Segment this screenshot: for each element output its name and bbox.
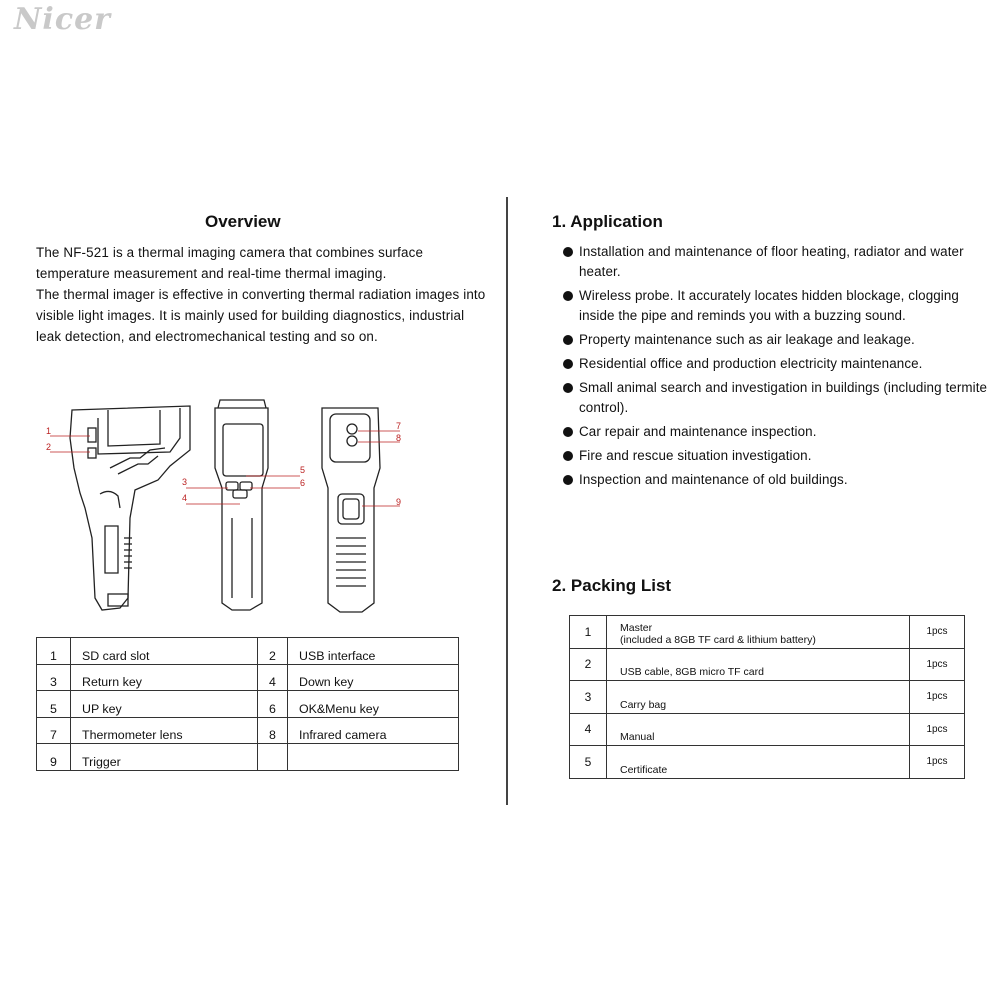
- table-row: [37, 691, 459, 718]
- packing-item-line1: Master: [620, 621, 653, 634]
- table-row: [570, 648, 965, 681]
- part-number: 7: [37, 717, 71, 744]
- column-divider: [506, 197, 508, 805]
- packing-item-line2: (included a 8GB TF card & lithium battery): [620, 633, 816, 646]
- bullet-icon: [563, 247, 573, 257]
- application-number: 1: [552, 212, 562, 231]
- part-label: Trigger: [71, 744, 258, 771]
- overview-text: [36, 242, 486, 347]
- bullet-icon: [563, 383, 573, 393]
- packing-item-line1: USB cable, 8GB micro TF card: [620, 666, 764, 678]
- part-label: Return key: [71, 664, 258, 691]
- list-item: Inspection and maintenance of old buildings.: [563, 470, 988, 490]
- packing-item-cell: [607, 713, 910, 746]
- part-number: 4: [258, 664, 288, 691]
- callout-5: 5: [300, 465, 306, 475]
- packing-number-cell: 1: [570, 616, 607, 649]
- packing-title: . Packing List: [561, 576, 672, 595]
- list-item: Car repair and maintenance inspection.: [563, 422, 988, 442]
- packing-number-cell: 3: [570, 681, 607, 714]
- callout-2: 2: [46, 442, 52, 452]
- application-heading: [552, 212, 663, 232]
- table-row: [37, 717, 459, 744]
- overview-paragraph-2: The thermal imager is effective in converting thermal radiation images into visible light images. It is mainly used for building diagnostics, industrial leak detection, and electromechanical testing and so on.: [36, 287, 486, 344]
- callout-7: 7: [396, 421, 402, 431]
- packing-item-line1: Certificate: [620, 763, 668, 776]
- callout-1: 1: [46, 426, 52, 436]
- table-row: [37, 744, 459, 771]
- bullet-icon: [563, 335, 573, 345]
- table-row: [570, 713, 965, 746]
- part-label: Thermometer lens: [71, 717, 258, 744]
- list-item: Fire and rescue situation investigation.: [563, 446, 988, 466]
- part-label: [288, 744, 459, 771]
- packing-number-cell: 4: [570, 713, 607, 746]
- packing-item-cell: [607, 746, 910, 779]
- callout-8: 8: [396, 433, 402, 443]
- packing-item-cell: [607, 648, 910, 681]
- application-list: [563, 242, 988, 494]
- part-number: 1: [37, 638, 71, 665]
- callout-6: 6: [300, 478, 306, 488]
- list-item: Property maintenance such as air leakage and leakage.: [563, 330, 988, 350]
- list-item: Wireless probe. It accurately locates hidden blockage, clogging inside the pipe and reminds you with a buzzing sound.: [563, 286, 988, 326]
- table-row: [37, 664, 459, 691]
- part-number: 8: [258, 717, 288, 744]
- packing-qty-cell: 1pcs: [910, 746, 965, 779]
- bullet-icon: [563, 291, 573, 301]
- packing-qty-cell: 1pcs: [910, 713, 965, 746]
- bullet-icon: [563, 451, 573, 461]
- packing-qty-cell: 1pcs: [910, 681, 965, 714]
- packing-item-line1: Manual: [620, 731, 655, 743]
- overview-paragraph-1: The NF-521 is a thermal imaging camera that combines surface temperature measurement and real-time thermal imaging.: [36, 245, 424, 281]
- callout-3: 3: [182, 477, 188, 487]
- bullet-icon: [563, 427, 573, 437]
- table-row: [570, 616, 965, 649]
- part-number: 5: [37, 691, 71, 718]
- device-front-view: [215, 400, 268, 610]
- packing-item-line1: Carry bag: [620, 698, 667, 711]
- parts-table: [36, 637, 459, 771]
- packing-qty-cell: 1pcs: [910, 648, 965, 681]
- table-row: [37, 638, 459, 665]
- part-number: 2: [258, 638, 288, 665]
- device-side-view: [70, 406, 190, 610]
- part-label: UP key: [71, 691, 258, 718]
- packing-number-cell: 5: [570, 746, 607, 779]
- bullet-icon: [563, 359, 573, 369]
- part-number: 9: [37, 744, 71, 771]
- packing-heading: [552, 576, 671, 596]
- list-item: Residential office and production electricity maintenance.: [563, 354, 988, 374]
- list-item: Small animal search and investigation in buildings (including termite control).: [563, 378, 988, 418]
- packing-number: 2: [552, 576, 562, 595]
- packing-number-cell: 2: [570, 648, 607, 681]
- part-label: Infrared camera: [288, 717, 459, 744]
- bullet-icon: [563, 475, 573, 485]
- overview-heading: Overview: [205, 212, 281, 231]
- brand-logo: Nicer: [14, 2, 111, 37]
- packing-table: [569, 615, 965, 779]
- part-label: USB interface: [288, 638, 459, 665]
- device-back-view: [322, 408, 380, 612]
- packing-qty-cell: 1pcs: [910, 616, 965, 649]
- table-row: [570, 681, 965, 714]
- list-item: Installation and maintenance of floor heating, radiator and water heater.: [563, 242, 988, 282]
- table-row: [570, 746, 965, 779]
- device-diagram: [40, 398, 420, 620]
- part-number: 6: [258, 691, 288, 718]
- part-number: 3: [37, 664, 71, 691]
- part-label: OK&Menu key: [288, 691, 459, 718]
- application-title: . Application: [561, 212, 663, 231]
- part-label: SD card slot: [71, 638, 258, 665]
- part-label: Down key: [288, 664, 459, 691]
- part-number: [258, 744, 288, 771]
- callout-9: 9: [396, 497, 402, 507]
- callout-4: 4: [182, 493, 188, 503]
- packing-item-cell: [607, 681, 910, 714]
- packing-item-cell: [607, 616, 910, 649]
